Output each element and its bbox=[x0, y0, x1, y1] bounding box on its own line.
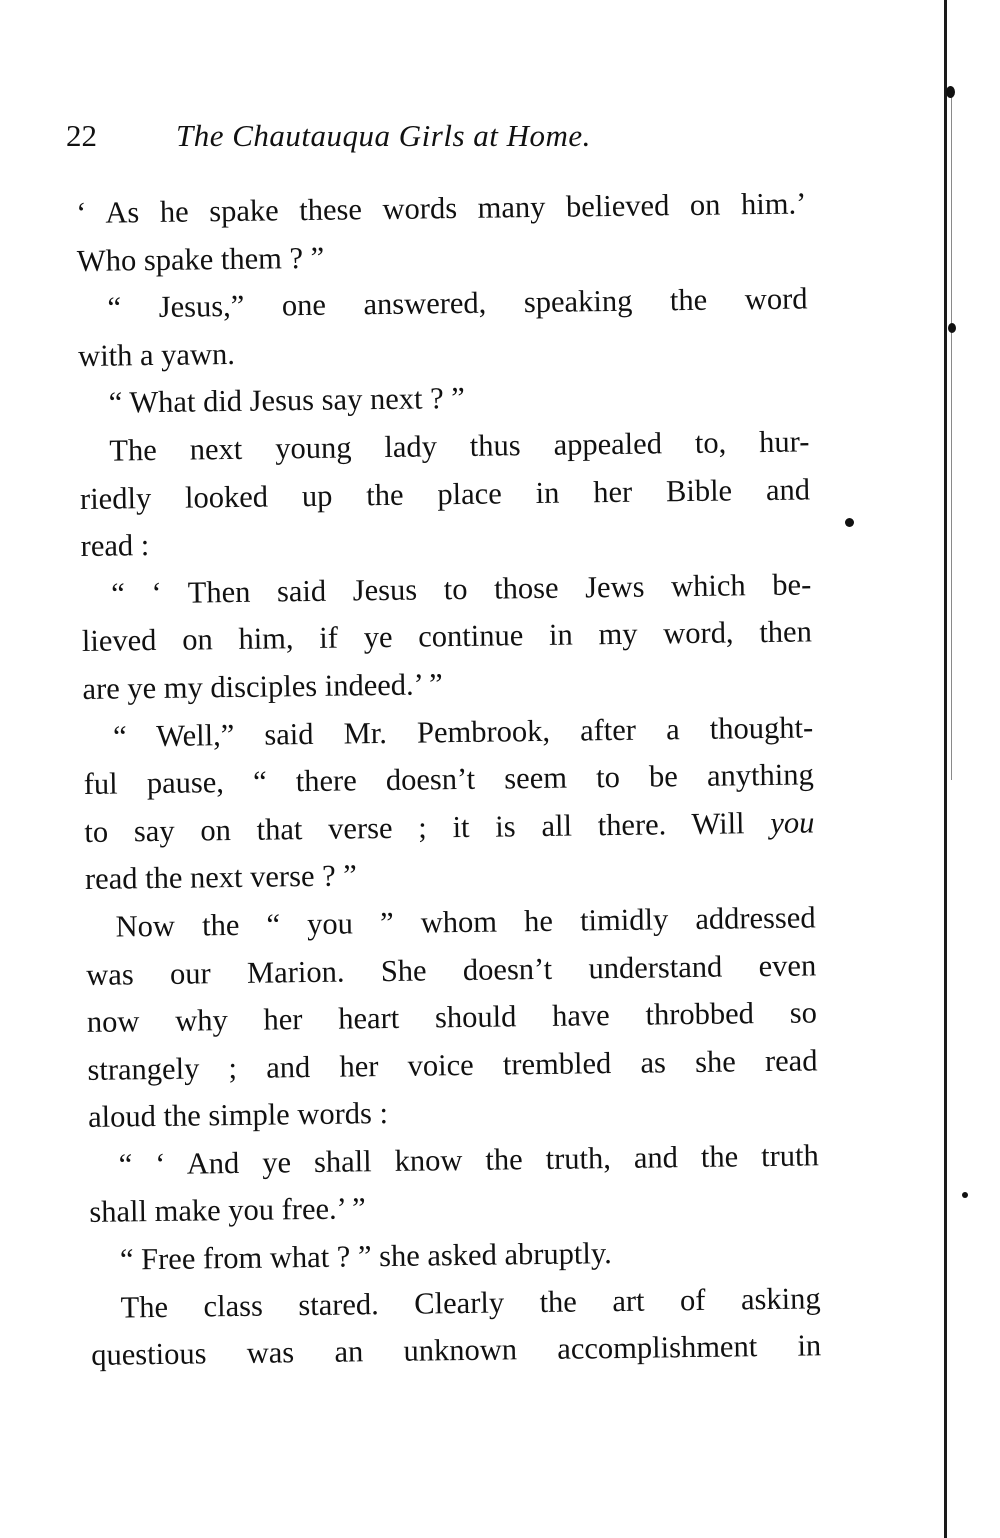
text-line-content: ful pause, “ there doesn’t seem to be anything bbox=[83, 757, 814, 802]
text-line-content: “ What did Jesus say next ? ” bbox=[108, 381, 466, 420]
running-header bbox=[66, 118, 826, 168]
text-line-content: The class stared. Clearly the art of asking bbox=[120, 1281, 821, 1325]
text-line-content: “ Free from what ? ” she asked abruptly. bbox=[119, 1236, 612, 1277]
body-text bbox=[76, 180, 822, 1379]
text-line-content: ‘ As he spake these words many believed on him.’ bbox=[76, 186, 807, 230]
text-line-content: riedly looked up the place in her Bible and bbox=[79, 471, 811, 516]
text-line-content: to say on that verse ; it is all there. Will bbox=[84, 806, 745, 849]
text-line-content: aloud the simple words : bbox=[87, 1096, 389, 1135]
text-line-content: “ Well,” said Mr. Pembrook, after a thought- bbox=[112, 709, 814, 754]
text-line bbox=[77, 276, 808, 333]
text-line-content: questious was an unknown accomplishment in bbox=[91, 1328, 822, 1373]
text-line-content: The next young lady thus appealed to, hur- bbox=[109, 424, 810, 468]
text-line-content: shall make you free.’ ” bbox=[89, 1191, 366, 1230]
ink-speck bbox=[948, 323, 956, 333]
text-line bbox=[88, 1132, 819, 1189]
page-edge-line bbox=[944, 0, 947, 1538]
text-line bbox=[80, 466, 811, 523]
text-line bbox=[76, 180, 807, 237]
text-line-content: Who spake them ? ” bbox=[76, 240, 325, 278]
text-line bbox=[82, 609, 813, 666]
text-line-content: was our Marion. She doesn’t understand even bbox=[86, 947, 817, 992]
ink-speck bbox=[946, 86, 955, 98]
text-line bbox=[91, 1323, 822, 1380]
page-number: 22 bbox=[66, 118, 97, 153]
text-line-content: with a yawn. bbox=[77, 336, 236, 373]
text-line-content: lieved on him, if ye continue in my word, then bbox=[81, 614, 813, 659]
text-line-content: are ye my disciples indeed.’ ” bbox=[82, 667, 443, 706]
text-line-content: read the next verse ? ” bbox=[84, 858, 358, 897]
emphasized-word: you bbox=[770, 805, 815, 840]
page-edge-thin-line bbox=[951, 90, 952, 780]
text-line bbox=[84, 799, 815, 856]
text-line-content: “ Jesus,” one answered, speaking the word bbox=[107, 281, 808, 325]
text-line bbox=[87, 1037, 818, 1094]
text-line-content: now why her heart should have throbbed so bbox=[86, 995, 818, 1040]
text-line-content: strangely ; and her voice trembled as she read bbox=[87, 1043, 818, 1087]
text-line-content: read : bbox=[80, 528, 150, 564]
running-title: The Chautauqua Girls at Home. bbox=[176, 118, 591, 153]
text-line-content: Now the “ you ” whom he timidly addressed bbox=[115, 900, 816, 944]
ink-speck bbox=[962, 1192, 968, 1198]
ink-speck bbox=[845, 518, 854, 527]
text-line-content: “ ‘ And ye shall know the truth, and the truth bbox=[118, 1138, 819, 1182]
text-line-content: “ ‘ Then said Jesus to those Jews which be- bbox=[111, 567, 812, 611]
